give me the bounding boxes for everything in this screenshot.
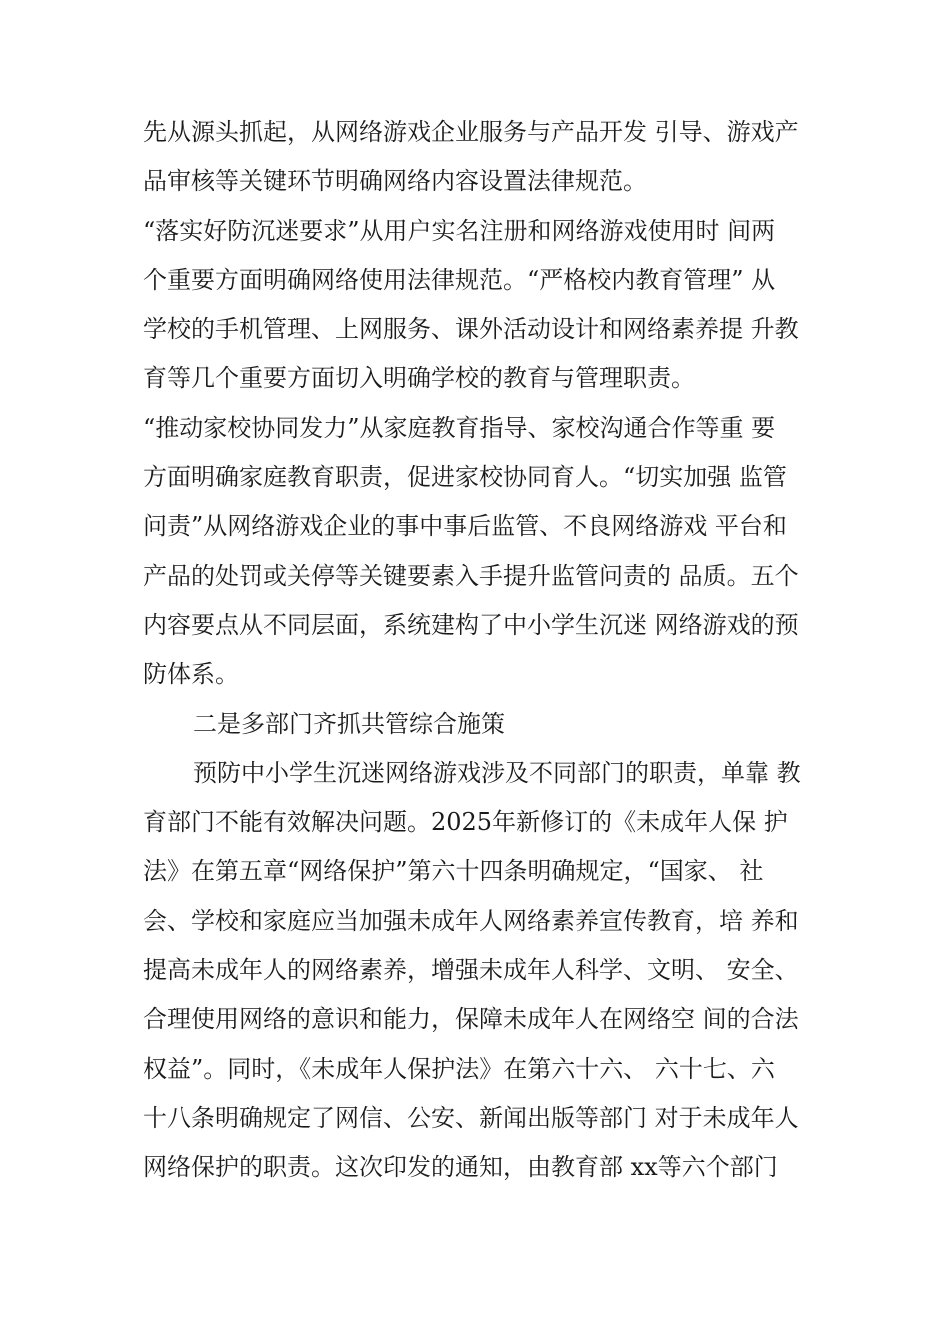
text-line: 十八条明确规定了网信、公安、新闻出版等部门 对于未成年人 <box>143 1103 799 1132</box>
text-line: 产品的处罚或关停等关键要素入手提升监管问责的 品质。五个 <box>143 561 799 590</box>
text-line: 合理使用网络的意识和能力，保障未成年人在网络空 间的合法 <box>143 1005 799 1034</box>
text-line: 育部门不能有效解决问题。2025年新修订的《未成年人保 护 <box>143 808 788 837</box>
text-line: 学校的手机管理、上网服务、课外活动设计和网络素养提 升教 <box>143 315 799 344</box>
text-line: 个重要方面明确网络使用法律规范。“严格校内教育管理” 从 <box>143 265 776 294</box>
text-line: 权益”。同时，《未成年人保护法》在第六十六、 六十七、六 <box>143 1054 775 1083</box>
text-line: 方面明确家庭教育职责，促进家校协同育人。“切实加强 监管 <box>143 463 787 492</box>
text-line: 品审核等关键环节明确网络内容设置法律规范。 <box>143 167 647 196</box>
text-line: 会、学校和家庭应当加强未成年人网络素养宣传教育，培 养和 <box>143 906 799 935</box>
text-line: 预防中小学生沉迷网络游戏涉及不同部门的职责，单靠 教 <box>193 758 801 787</box>
text-line: “推动家校协同发力”从家庭教育指导、家校沟通合作等重 要 <box>143 413 776 442</box>
text-line: 育等几个重要方面切入明确学校的教育与管理职责。 <box>143 364 695 393</box>
text-line: 问责”从网络游戏企业的事中事后监管、不良网络游戏 平台和 <box>143 512 787 541</box>
text-line: 防体系。 <box>143 660 239 689</box>
text-line: 二是多部门齐抓共管综合施策 <box>193 709 505 738</box>
text-line: 法》在第五章“网络保护”第六十四条明确规定，“国家、 社 <box>143 857 764 886</box>
text-line: 内容要点从不同层面，系统建构了中小学生沉迷 网络游戏的预 <box>143 610 799 639</box>
text-line: 先从源头抓起，从网络游戏企业服务与产品开发 引导、游戏产 <box>143 118 799 146</box>
text-line: 提高未成年人的网络素养，增强未成年人科学、文明、 安全、 <box>143 956 799 985</box>
text-line: 网络保护的职责。这次印发的通知，由教育部 xx等六个部门 <box>143 1153 778 1182</box>
document-body <box>143 108 823 1193</box>
text-line: “落实好防沉迷要求”从用户实名注册和网络游戏使用时 间两 <box>143 216 776 245</box>
